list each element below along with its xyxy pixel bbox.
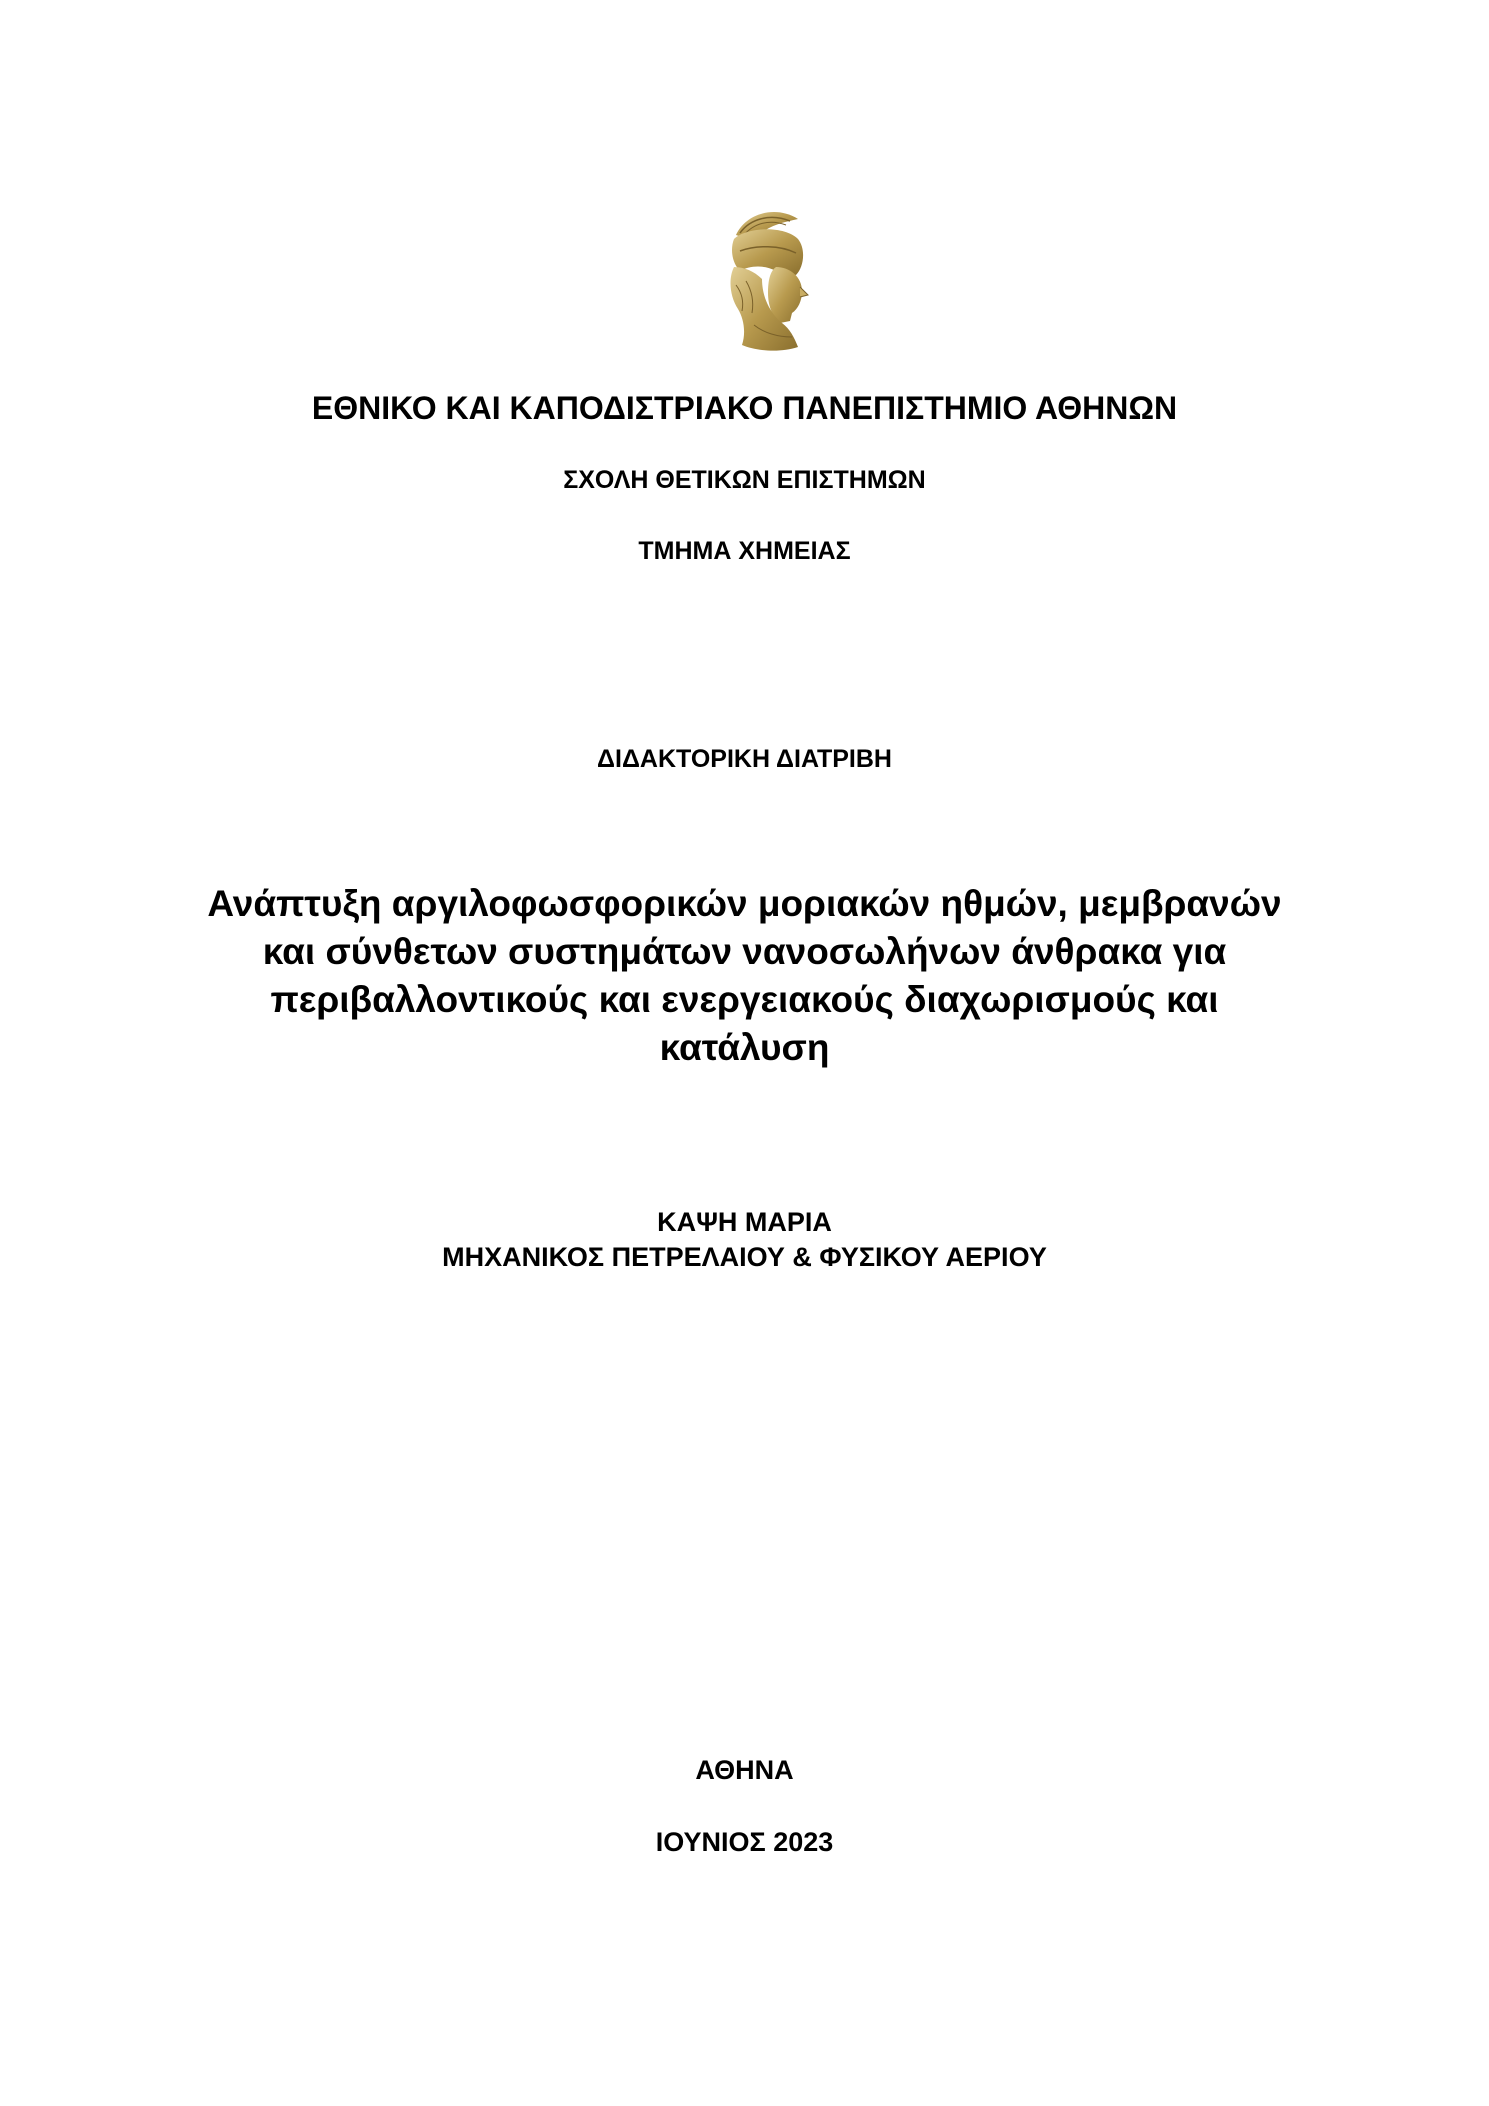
school-name: ΣΧΟΛΗ ΘΕΤΙΚΩΝ ΕΠΙΣΤΗΜΩΝ — [563, 466, 926, 494]
thesis-title-line: κατάλυση — [659, 1027, 830, 1068]
thesis-title — [0, 880, 1489, 1072]
thesis-title-line: Ανάπτυξη αργιλοφωσφορικών μοριακών ηθμών, μεμβρανών — [207, 883, 1282, 924]
date: ΙΟΥΝΙΟΣ 2023 — [655, 1827, 834, 1857]
author-name: ΚΑΨΗ ΜΑΡΙΑ — [657, 1207, 832, 1237]
university-name: ΕΘΝΙΚΟ ΚΑΙ ΚΑΠΟΔΙΣΤΡΙΑΚΟ ΠΑΝΕΠΙΣΤΗΜΙΟ ΑΘΗΝΩΝ — [311, 390, 1178, 426]
author-profession: ΜΗΧΑΝΙΚΟΣ ΠΕΤΡΕΛΑΙΟΥ & ΦΥΣΙΚΟΥ ΑΕΡΙΟΥ — [442, 1242, 1047, 1272]
author-block — [0, 1205, 1489, 1275]
city: ΑΘΗΝΑ — [695, 1755, 794, 1785]
department-name: ΤΜΗΜΑ ΧΗΜΕΙΑΣ — [638, 537, 851, 565]
athena-head-icon — [706, 205, 830, 357]
thesis-title-line: και σύνθετων συστημάτων νανοσωλήνων άνθρακα για — [262, 931, 1227, 972]
document-type: ΔΙΔΑΚΤΟΡΙΚΗ ΔΙΑΤΡΙΒΗ — [597, 745, 892, 773]
thesis-title-line: περιβαλλοντικούς και ενεργειακούς διαχωρισμούς και — [270, 979, 1219, 1020]
